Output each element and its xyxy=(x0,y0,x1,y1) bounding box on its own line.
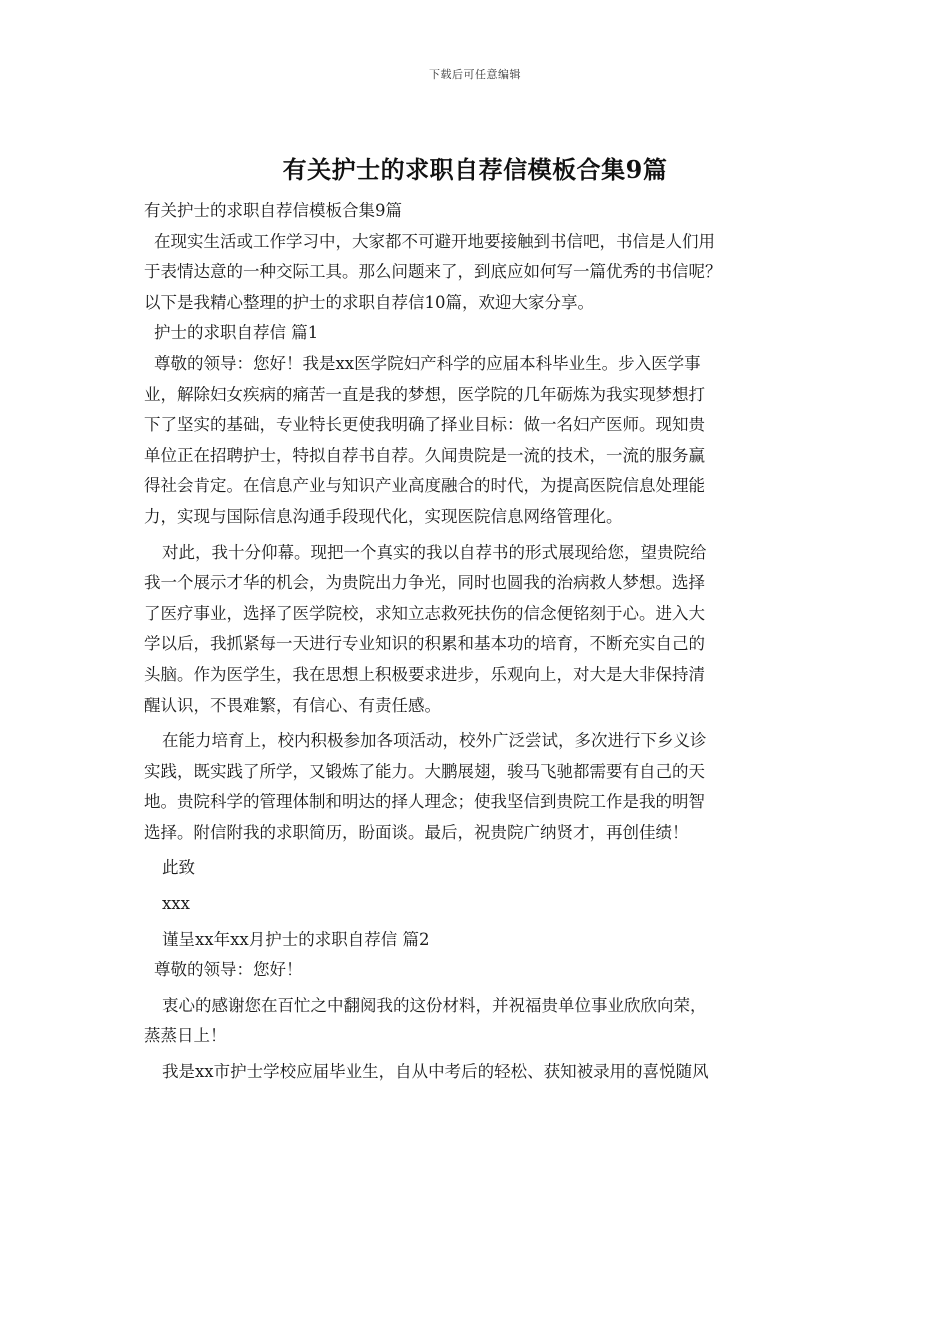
text-line: 选择。附信附我的求职简历，盼面谈。最后，祝贵院广纳贤才，再创佳绩！ xyxy=(144,822,689,842)
document-body xyxy=(144,196,824,1088)
text-line: xxx xyxy=(162,894,190,914)
text-line: 实践，既实践了所学，又锻炼了能力。大鹏展翅，骏马飞驰都需要有自己的天 xyxy=(144,761,705,781)
text-line: 谨呈xx年xx月护士的求职自荐信 篇2 xyxy=(162,929,430,949)
text-line: 单位正在招聘护士，特拟自荐书自荐。久闻贵院是一流的技术，一流的服务赢 xyxy=(144,445,705,465)
header-note: 下载后可任意编辑 xyxy=(429,68,521,81)
text-line: 对此，我十分仰幕。现把一个真实的我以自荐书的形式展现给您，望贵院给 xyxy=(162,542,707,562)
text-line: 有关护士的求职自荐信模板合集9篇 xyxy=(144,201,402,220)
text-line: 力，实现与国际信息沟通手段现代化，实现医院信息网络管理化。 xyxy=(144,506,623,526)
text-line: 此致 xyxy=(162,858,195,878)
text-line: 在能力培育上，校内积极参加各项活动，校外广泛尝试，多次进行下乡义诊 xyxy=(162,731,707,751)
text-line: 于表情达意的一种交际工具。那么问题来了，到底应如何写一篇优秀的书信呢？ xyxy=(144,262,722,282)
document-title: 有关护士的求职自荐信模板合集9篇 xyxy=(282,155,668,184)
text-line: 醒认识，不畏难繁，有信心、有责任感。 xyxy=(144,695,441,715)
text-line: 地。贵院科学的管理体制和明达的择人理念；使我坚信到贵院工作是我的明智 xyxy=(144,792,705,812)
text-line: 头脑。作为医学生，我在思想上积极要求进步，乐观向上，对大是大非保持清 xyxy=(144,664,705,684)
text-line: 下了坚实的基础，专业特长更使我明确了择业目标：做一名妇产医师。现知贵 xyxy=(144,415,705,435)
text-line: 业，解除妇女疾病的痛苦一直是我的梦想，医学院的几年砺炼为我实现梦想打 xyxy=(144,384,705,404)
text-line: 我一个展示才华的机会，为贵院出力争光，同时也圆我的治病救人梦想。选择 xyxy=(144,573,705,593)
text-line: 在现实生活或工作学习中，大家都不可避开地要接触到书信吧，书信是人们用 xyxy=(154,231,715,251)
text-line: 学以后，我抓紧每一天进行专业知识的积累和基本功的培育，不断充实自己的 xyxy=(144,634,705,654)
text-line: 蒸蒸日上！ xyxy=(144,1026,227,1046)
text-line: 以下是我精心整理的护士的求职自荐信10篇，欢迎大家分享。 xyxy=(144,292,594,312)
text-line: 得社会肯定。在信息产业与知识产业高度融合的时代，为提高医院信息处理能 xyxy=(144,476,705,496)
text-line: 我是xx市护士学校应届毕业生，自从中考后的轻松、获知被录用的喜悦随风 xyxy=(162,1062,709,1082)
text-line: 尊敬的领导：您好！我是xx医学院妇产科学的应届本科毕业生。步入医学事 xyxy=(154,353,701,373)
text-line: 衷心的感谢您在百忙之中翻阅我的这份材料，并祝福贵单位事业欣欣向荣， xyxy=(162,995,707,1015)
text-line: 护士的求职自荐信 篇1 xyxy=(154,323,319,343)
text-line: 尊敬的领导：您好！ xyxy=(154,960,303,980)
text-line: 了医疗事业，选择了医学院校，求知立志救死扶伤的信念便铭刻于心。进入大 xyxy=(144,603,705,623)
